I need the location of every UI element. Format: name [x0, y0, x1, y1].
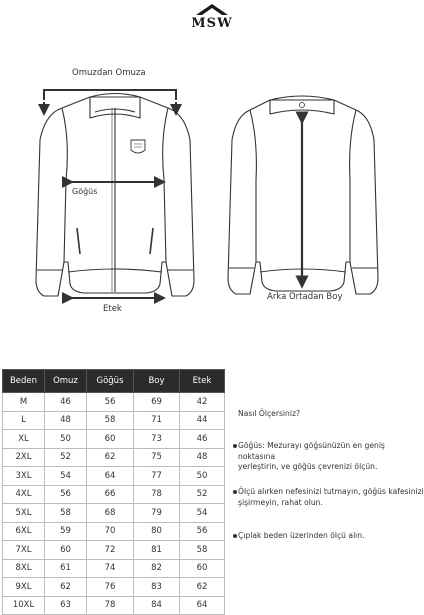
table-cell: 46 [180, 430, 225, 449]
header-boy: Boy [134, 370, 180, 393]
table-row [3, 578, 225, 597]
table-cell: 42 [180, 393, 225, 412]
instruction-line: Çıplak beden üzerinden ölçü alın. [238, 531, 365, 540]
table-cell: 76 [87, 578, 134, 597]
table-cell: 83 [134, 578, 180, 597]
brand-name: MSW [191, 16, 233, 31]
table-cell: 84 [134, 596, 180, 615]
table-cell: 82 [134, 559, 180, 578]
shoulder-arrow [44, 90, 176, 100]
chest-label: Göğüs [72, 187, 98, 196]
table-cell: 52 [180, 485, 225, 504]
table-cell: 44 [180, 411, 225, 430]
table-cell: 63 [45, 596, 87, 615]
table-cell: 56 [87, 393, 134, 412]
table-row [3, 467, 225, 486]
table-cell: 58 [45, 504, 87, 523]
table-row [3, 485, 225, 504]
table-row [3, 448, 225, 467]
table-cell: 52 [45, 448, 87, 467]
bullet-icon [233, 444, 237, 448]
table-cell: 54 [180, 504, 225, 523]
table-cell: 58 [87, 411, 134, 430]
instruction-item [238, 531, 365, 542]
table-cell: 73 [134, 430, 180, 449]
table-cell: 46 [45, 393, 87, 412]
header-etek: Etek [180, 370, 225, 393]
table-cell: 62 [180, 578, 225, 597]
table-cell: 80 [134, 522, 180, 541]
table-row [3, 504, 225, 523]
table-cell: 77 [134, 467, 180, 486]
size-table [2, 369, 225, 615]
header-omuz: Omuz [45, 370, 87, 393]
table-cell: 2XL [3, 448, 45, 467]
shoulder-label: Omuzdan Omuza [72, 68, 146, 78]
table-cell: 78 [87, 596, 134, 615]
table-cell: 5XL [3, 504, 45, 523]
table-cell: 66 [87, 485, 134, 504]
instruction-line: Göğüs: Mezurayı göğsünüzün en geniş noktasına [238, 441, 385, 461]
table-cell: 10XL [3, 596, 45, 615]
table-cell: 79 [134, 504, 180, 523]
table-cell: 54 [45, 467, 87, 486]
header-gogus: Göğüs [87, 370, 134, 393]
table-cell: 48 [180, 448, 225, 467]
table-row [3, 559, 225, 578]
table-cell: 71 [134, 411, 180, 430]
size-table-header-row [3, 370, 225, 393]
bullet-icon [233, 534, 237, 538]
table-cell: 64 [180, 596, 225, 615]
table-cell: 62 [45, 578, 87, 597]
size-table-body [3, 393, 225, 615]
table-cell: 60 [45, 541, 87, 560]
table-cell: 59 [45, 522, 87, 541]
bullet-icon [233, 490, 237, 494]
table-cell: 69 [134, 393, 180, 412]
table-cell: 74 [87, 559, 134, 578]
table-cell: XL [3, 430, 45, 449]
table-cell: 4XL [3, 485, 45, 504]
table-row [3, 411, 225, 430]
table-cell: 62 [87, 448, 134, 467]
table-cell: 72 [87, 541, 134, 560]
table-cell: 56 [180, 522, 225, 541]
hem-label: Etek [103, 304, 122, 314]
table-row [3, 430, 225, 449]
instructions-title: Nasıl Ölçersiniz? [238, 409, 300, 418]
instruction-line: şişirmeyin, rahat olun. [238, 497, 323, 507]
header-beden: Beden [3, 370, 45, 393]
table-cell: 50 [180, 467, 225, 486]
table-cell: 68 [87, 504, 134, 523]
instruction-line: yerleştirin, ve göğüs çevrenizi ölçün. [238, 462, 378, 471]
table-row [3, 393, 225, 412]
front-jacket [36, 94, 194, 297]
table-cell: 78 [134, 485, 180, 504]
instruction-line: Ölçü alırken nefesinizi tutmayın, göğüs kafesinizi [238, 487, 424, 496]
table-cell: 61 [45, 559, 87, 578]
table-cell: 60 [87, 430, 134, 449]
table-cell: 7XL [3, 541, 45, 560]
table-cell: 8XL [3, 559, 45, 578]
table-row [3, 522, 225, 541]
instruction-item [238, 441, 424, 473]
table-cell: 75 [134, 448, 180, 467]
table-cell: 50 [45, 430, 87, 449]
table-cell: 81 [134, 541, 180, 560]
table-cell: 58 [180, 541, 225, 560]
table-cell: 70 [87, 522, 134, 541]
table-cell: 56 [45, 485, 87, 504]
table-cell: 3XL [3, 467, 45, 486]
table-cell: M [3, 393, 45, 412]
table-cell: 60 [180, 559, 225, 578]
instruction-item [238, 487, 424, 508]
table-cell: 9XL [3, 578, 45, 597]
table-cell: 6XL [3, 522, 45, 541]
table-row [3, 541, 225, 560]
table-cell: 48 [45, 411, 87, 430]
table-cell: L [3, 411, 45, 430]
table-cell: 64 [87, 467, 134, 486]
table-row [3, 596, 225, 615]
back-length-label: Arka Ortadan Boy [267, 292, 343, 302]
